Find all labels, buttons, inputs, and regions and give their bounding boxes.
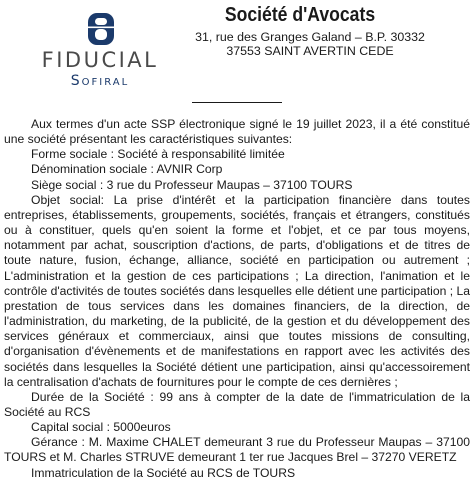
management: Gérance : M. Maxime CHALET demeurant 3 rue du Professeur Maupas – 37100 TOURS et M. Charles STRUVE demeurant 1 ter rue Jacques Brel – 37270 VERETZ [4, 435, 470, 465]
company-duration: Durée de la Société : 99 ans à compter de la date de l'immatriculation de la Société au RCS [4, 389, 470, 419]
notice-body [4, 117, 470, 481]
firm-name: Société d'Avocats [224, 4, 376, 26]
logo-name: FIDUCIAL [41, 48, 159, 72]
fiducial-logo [30, 12, 170, 89]
logo-subtitle: Sofiral [70, 73, 130, 89]
separator-rule [192, 102, 282, 103]
corporate-purpose: Objet social: La prise d'intérêt et la participation financière dans toutes entreprises, établissements, groupements, sociétés, français et étrangers, constitués ou à constituer, quels qu'en soient la forme et l'objet, et ce par tous moyens, notamment par achat, souscription d'actions, de parts, d'obligations et de titres de toute nature, fusion, échange, alliance, société en participation ou autrement ; L'administration et la gestion de ces participations ; La direction, l'animation et le contrôle d'activités de toutes sociétés dans lesquelles elle détient une participation ; La prestation de tous services dans les domaines financiers, de la direction, de l'administration, du marketing, de la publicité, de la gestion et du développement des services généraux et commerciaux, ainsi que toutes missions de consulting, d'organisation d'évènements et de manifestations en rapport avec les activités des sociétés dans lesquelles la Société détient une participation, ainsi qu'accessoirement la centralisation d'achats de fournitures pour le compte de ces dernières ; [4, 192, 470, 389]
fiducial-monogram-icon [86, 12, 116, 46]
registration: Immatriculation de la Société au RCS de TOURS [31, 465, 296, 480]
firm-address-line1: 31, rue des Granges Galand – B.P. 30332 [195, 30, 425, 44]
firm-address-line2: 37553 SAINT AVERTIN CEDE [226, 44, 394, 58]
registered-office: Siège social : 3 rue du Professeur Maupas – 37100 TOURS [31, 177, 353, 192]
company-name: Dénomination sociale : AVNIR Corp [31, 162, 223, 177]
intro-paragraph: Aux termes d'un acte SSP électronique signé le 19 juillet 2023, il a été constitué une société présentant les caractéristiques suivantes: [4, 117, 470, 147]
share-capital: Capital social : 5000euros [31, 420, 171, 435]
legal-form: Forme sociale : Société à responsabilité limitée [31, 147, 285, 162]
